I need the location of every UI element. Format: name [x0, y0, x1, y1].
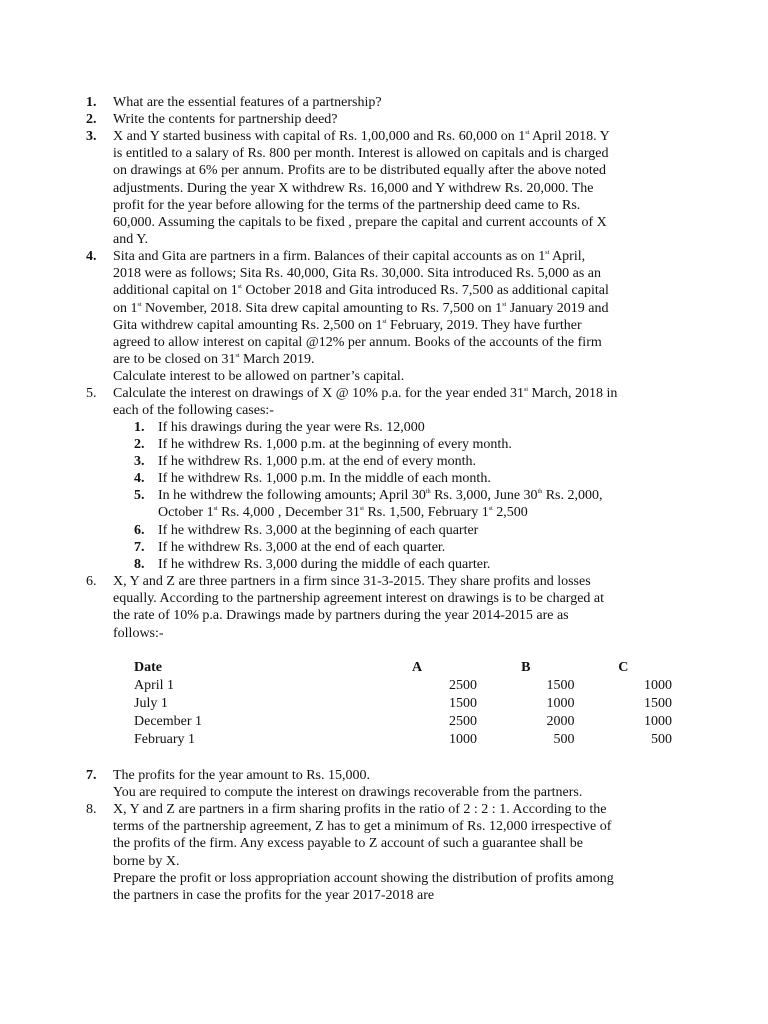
case-line: If he withdrew Rs. 3,000 at the beginning of each quarter [158, 523, 479, 538]
table-cell: 1500 [644, 696, 673, 711]
question-number: 5. [86, 386, 97, 401]
question-number: 3. [86, 129, 97, 144]
table-cell: April 1 [134, 678, 175, 693]
drawings-table [134, 659, 768, 749]
question-3-text [113, 128, 683, 248]
table-cell [672, 677, 768, 695]
question-line: X and Y started business with capital of Rs. 1,00,000 and Rs. 60,000 on 1st April 2018. Y [113, 129, 610, 144]
header-c: C [618, 660, 629, 675]
question-line: on 1st November, 2018. Sita drew capital amounting to Rs. 7,500 on 1st January 2019 and [113, 300, 609, 316]
table-cell: 1000 [448, 732, 477, 747]
case-line: October 1st Rs. 4,000 , December 31st Rs. 1,500, February 1st 2,500 [158, 505, 528, 521]
question-number: 1. [86, 95, 97, 110]
header-date: Date [134, 660, 162, 675]
case-line: If he withdrew Rs. 3,000 during the middle of each quarter. [158, 557, 491, 572]
table-cell: 500 [651, 732, 673, 747]
table-row [134, 695, 768, 713]
question-line: What are the essential features of a partnership? [113, 95, 382, 110]
question-line: 2018 were as follows; Sita Rs. 40,000, Gita Rs. 30,000. Sita introduced Rs. 5,000 as an [113, 266, 602, 282]
question-5-text [113, 385, 683, 419]
case-line: In he withdrew the following amounts; April 30th Rs. 3,000, June 30th Rs. 2,000, [158, 488, 603, 503]
question-number: 6. [86, 574, 97, 589]
case-number: 1. [134, 420, 145, 435]
header-blank [672, 659, 768, 677]
table-cell [672, 695, 768, 713]
question-line: You are required to compute the interest on drawings recoverable from the partners. [113, 785, 583, 801]
table-cell: 2500 [448, 678, 477, 693]
question-line: the rate of 10% p.a. Drawings made by partners during the year 2014-2015 are as [113, 608, 569, 624]
table-cell [672, 731, 768, 749]
question-line: and Y. [113, 232, 148, 248]
table-cell: 2000 [546, 714, 575, 729]
question-6-text [113, 573, 683, 642]
question-line: follows:- [113, 625, 164, 641]
header-b: B [521, 660, 531, 675]
question-line: the partners in case the profits for the year 2017-2018 are [113, 887, 435, 903]
question-7-text [113, 767, 683, 801]
table-cell [672, 713, 768, 731]
table-cell: 1000 [546, 696, 575, 711]
question-line: Calculate interest to be allowed on partner’s capital. [113, 369, 405, 385]
case-number: 5. [134, 488, 145, 503]
case-line: If he withdrew Rs. 1,000 p.m. In the middle of each month. [158, 471, 491, 486]
question-line: X, Y and Z are partners in a firm sharing profits in the ratio of 2 : 2 : 1. According to the [113, 802, 607, 817]
table-cell: 500 [553, 732, 575, 747]
table-cell: February 1 [134, 732, 196, 747]
table-header-row [134, 659, 768, 677]
question-line: agreed to allow interest on capital @12% per annum. Books of the accounts of the firm [113, 334, 602, 350]
question-line: terms of the partnership agreement, Z has to get a minimum of Rs. 12,000 irrespective of [113, 819, 612, 835]
question-line: Calculate the interest on drawings of X @ 10% p.a. for the year ended 31st March, 2018 in [113, 386, 618, 401]
question-line: the profits of the firm. Any excess payable to Z account of such a guarantee shall be [113, 836, 584, 852]
question-line: Write the contents for partnership deed? [113, 112, 338, 127]
table-cell: 1000 [644, 714, 673, 729]
question-line: borne by X. [113, 853, 180, 869]
table-cell: 1500 [546, 678, 575, 693]
question-number: 7. [86, 768, 97, 783]
question-line: Gita withdrew capital amounting Rs. 2,500 on 1st February, 2019. They have further [113, 317, 582, 333]
case-line: If he withdrew Rs. 1,000 p.m. at the beginning of every month. [158, 437, 512, 452]
question-line: adjustments. During the year X withdrew Rs. 16,000 and Y withdrew Rs. 20,000. The [113, 180, 594, 196]
case-number: 8. [134, 557, 145, 572]
case-number: 2. [134, 437, 145, 452]
question-number: 8. [86, 802, 97, 817]
question-line: each of the following cases:- [113, 403, 274, 419]
question-line: The profits for the year amount to Rs. 15,000. [113, 768, 371, 783]
table-cell: 1500 [448, 696, 477, 711]
table-row [134, 677, 768, 695]
table-cell: 1000 [644, 678, 673, 693]
table-row [134, 731, 768, 749]
case-line: If his drawings during the year were Rs. 12,000 [158, 420, 425, 435]
question-line: equally. According to the partnership agreement interest on drawings is to be charged at [113, 591, 605, 607]
question-line: 60,000. Assuming the capitals to be fixed , prepare the capital and current accounts of X [113, 214, 607, 230]
case-number: 6. [134, 523, 145, 538]
question-line: is entitled to a salary of Rs. 800 per month. Interest is allowed on capitals and is charged [113, 146, 609, 162]
case-number: 7. [134, 540, 145, 555]
table-cell: December 1 [134, 714, 203, 729]
table-cell: 2500 [448, 714, 477, 729]
question-number: 2. [86, 112, 97, 127]
question-number: 4. [86, 249, 97, 264]
question-line: on drawings at 6% per annum. Profits are to be distributed equally after the above noted [113, 163, 606, 179]
case-number: 3. [134, 454, 145, 469]
question-4-text [113, 248, 683, 386]
header-a: A [411, 660, 423, 675]
table-row [134, 713, 768, 731]
question-8-text [113, 801, 683, 904]
case-line: If he withdrew Rs. 1,000 p.m. at the end of every month. [158, 454, 477, 469]
question-line: X, Y and Z are three partners in a firm since 31-3-2015. They share profits and losses [113, 574, 591, 589]
question-line: additional capital on 1st October 2018 and Gita introduced Rs. 7,500 as additional capital [113, 283, 609, 299]
case-number: 4. [134, 471, 145, 486]
question-line: profit for the year before allowing for the terms of the partnership deed came to Rs. [113, 197, 581, 213]
question-line: Sita and Gita are partners in a firm. Balances of their capital accounts as on 1st April, [113, 249, 586, 264]
case-line: If he withdrew Rs. 3,000 at the end of each quarter. [158, 540, 446, 555]
question-line: Prepare the profit or loss appropriation account showing the distribution of profits among [113, 870, 614, 886]
question-line: are to be closed on 31st March 2019. [113, 352, 315, 368]
table-cell: July 1 [134, 696, 168, 711]
